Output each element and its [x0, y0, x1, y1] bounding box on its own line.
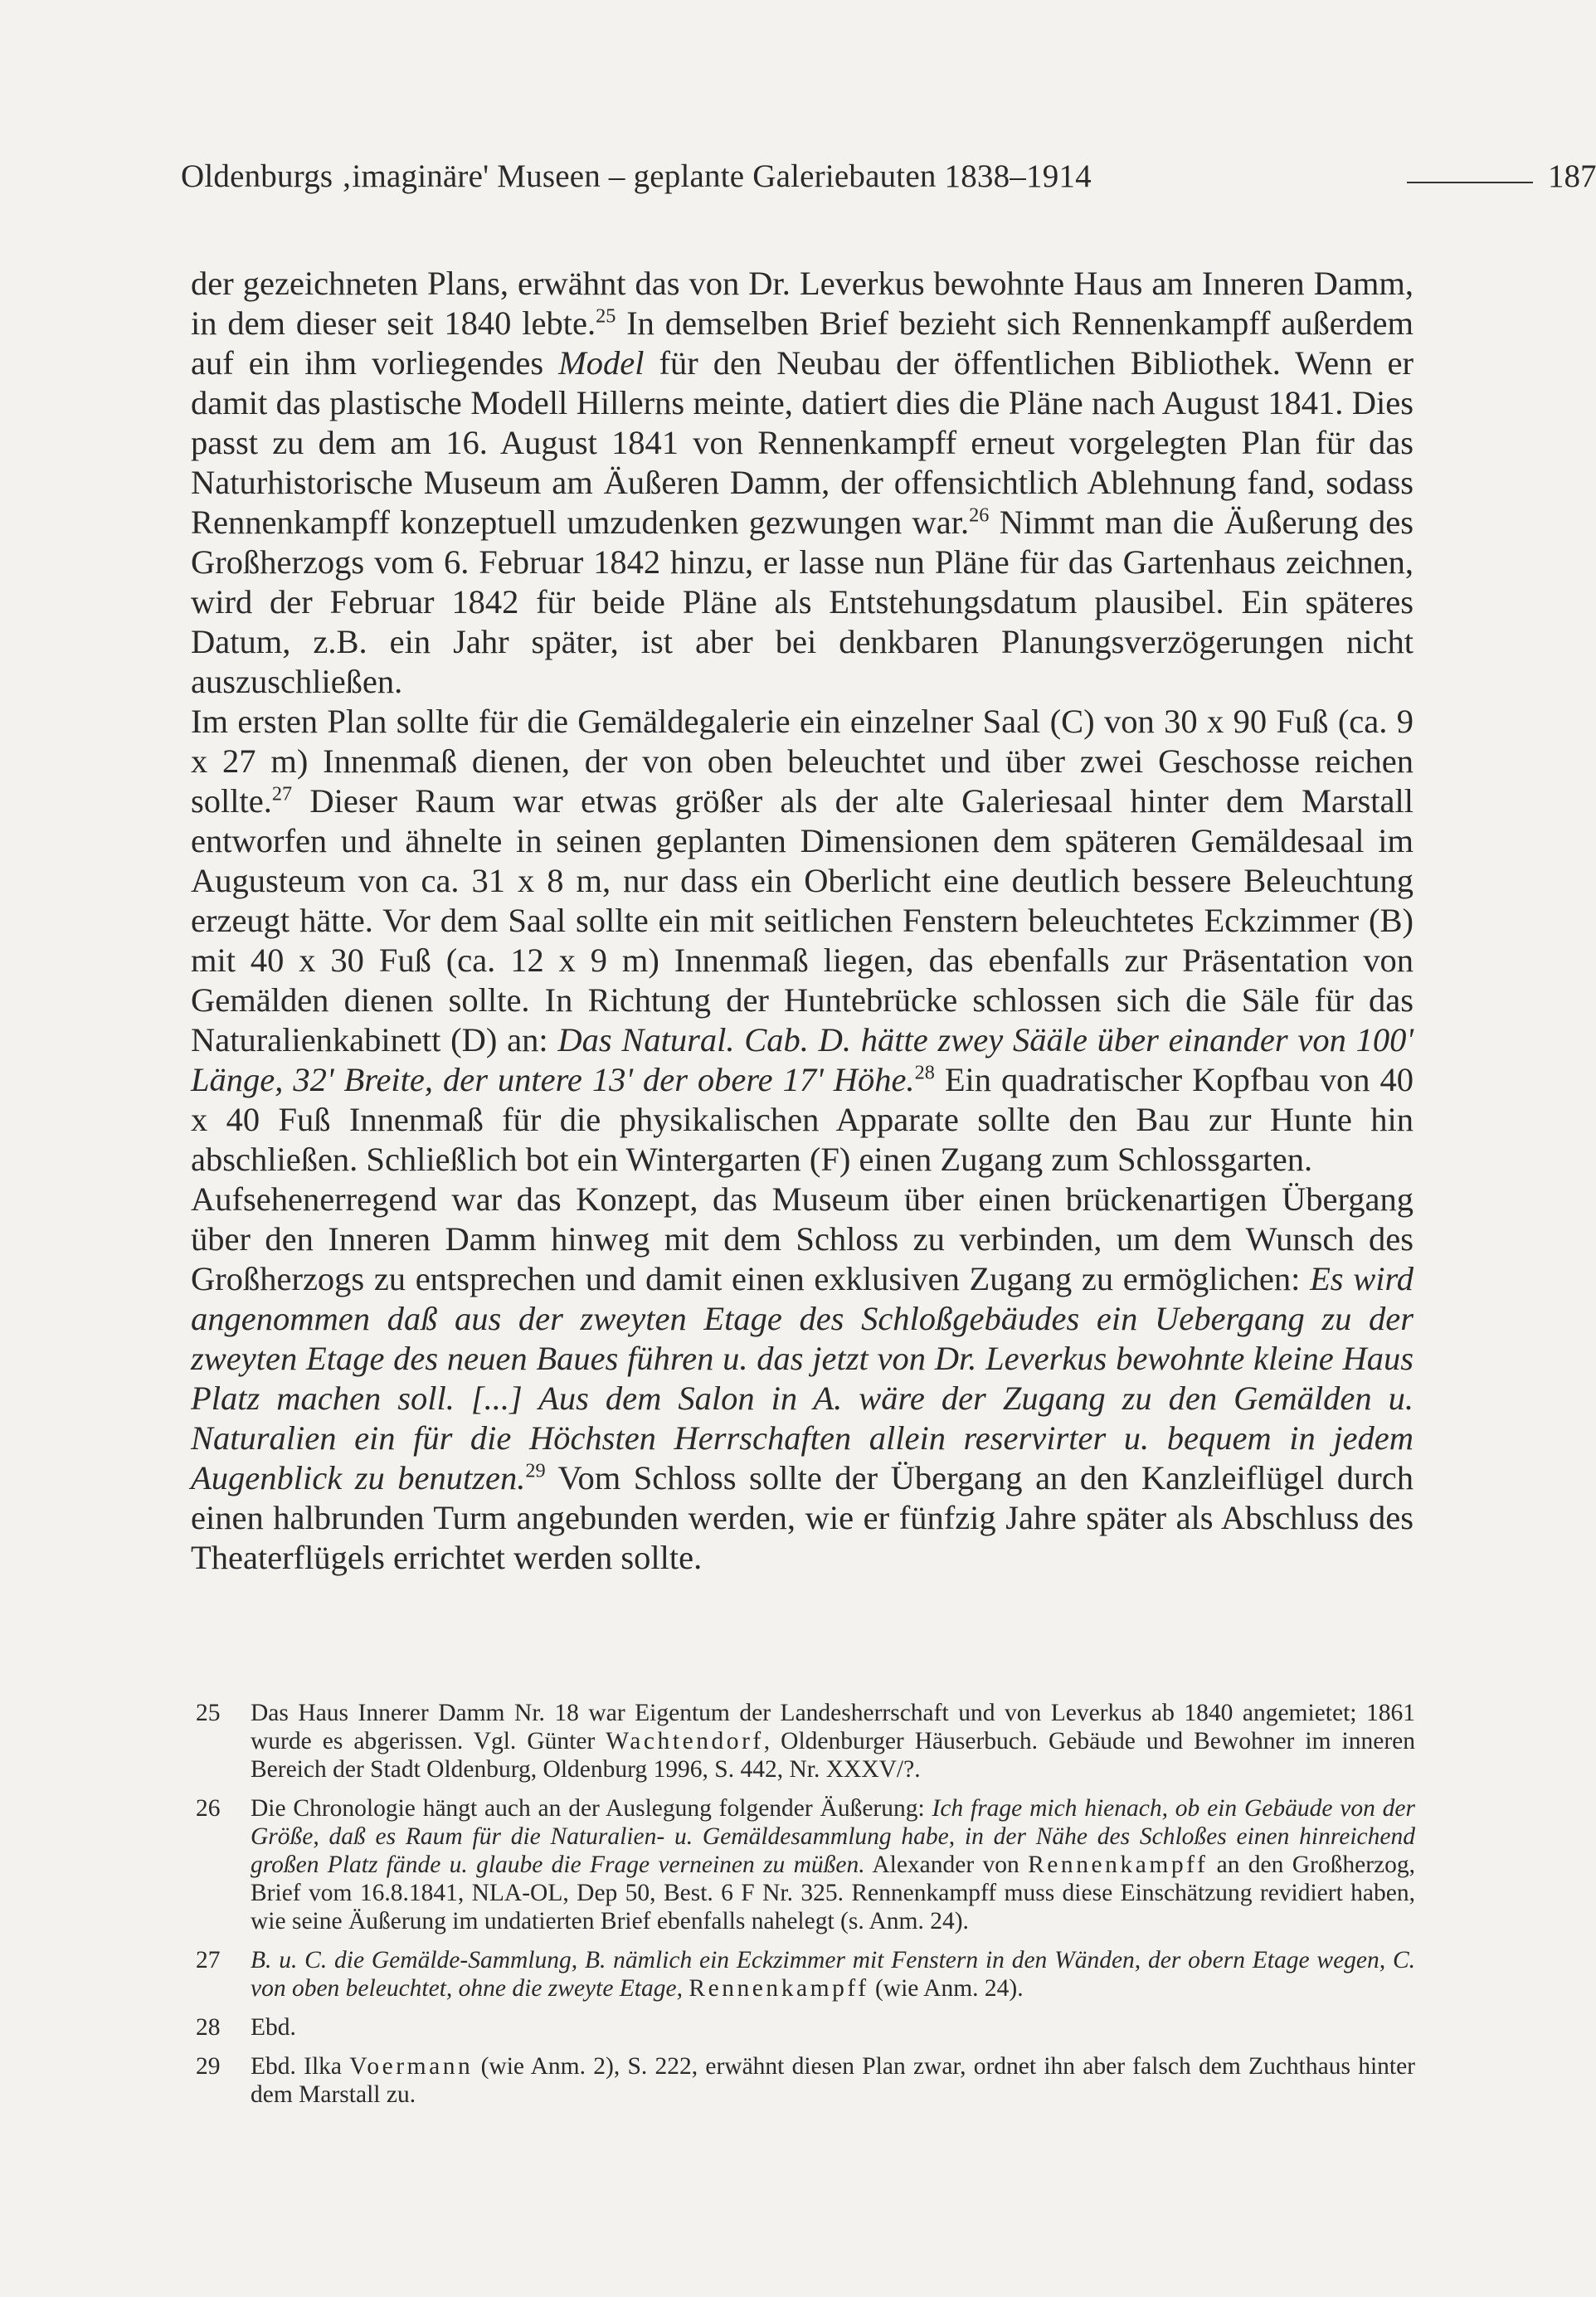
footnote-28 — [191, 2013, 1415, 2042]
footnote-29 — [191, 2052, 1415, 2109]
text-run: der gezeichneten Plans, erwähnt das von Dr. Leverkus bewohnte Haus am Inneren Damm, in dem dieser seit 1840 lebte. — [191, 265, 1414, 342]
running-header — [181, 158, 1596, 207]
paragraph-1 — [191, 264, 1414, 702]
text-run: Vom Schloss sollte der Übergang an den Kanzleiflügel durch einen halbrunden Turm angebunden werden, wie er fünfzig Jahre später als Abschluss des Theaterflügels errichtet werden sollte. — [191, 1459, 1414, 1576]
text-run: Das Haus Innerer Damm Nr. 18 war Eigentum der Landesherrschaft und von Leverkus ab 1840 angemietet; 1861 wurde es abgerissen. Vgl. Günter — [251, 1700, 1415, 1754]
text-run: für den Neubau der öffentlichen Bibliothek. Wenn er damit das plastische Modell Hillerns meinte, datiert dies die Pläne nach August 1841. Dies passt zu dem am 16. August 1841 von Rennenkampff erneut vorgelegten Plan für das Naturhistorische Museum am Äußeren Damm, der offensichtlich Ablehnung fand, sodass Rennenkampff konzeptuell umzudenken gezwungen war. — [191, 344, 1414, 541]
author-name: Wachtendorf — [606, 1728, 764, 1754]
paragraph-2 — [191, 702, 1414, 1180]
footnote-number: 29 — [196, 2053, 221, 2080]
text-run: Aufsehenerregend war das Konzept, das Museum über einen brückenartigen Übergang über den Inneren Damm hinweg mit dem Schloss zu verbinden, um dem Wunsch des Großherzogs zu entsprechen und damit einen exklusiven Zugang zu ermöglichen: — [191, 1180, 1414, 1297]
text-run: Ein quadratischer Kopfbau von 40 x 40 Fuß Innenmaß für die physikalischen Apparate sollte den Bau zur Hunte hin abschließen. Schließlich bot ein Wintergarten (F) einen Zugang zum Schlossgarten. — [191, 1061, 1414, 1178]
paragraph-3 — [191, 1180, 1414, 1578]
running-title: Oldenburgs ‚imaginäre' Museen – geplante Galeriebauten 1838–1914 — [181, 158, 1092, 194]
quotation: Das Natural. Cab. D. hätte zwey Sääle über einander von 100' Länge, 32' Breite, der untere 13' der obere 17' Höhe. — [191, 1021, 1414, 1098]
text-run: (wie Anm. 2), S. 222, erwähnt diesen Plan zwar, ordnet ihn aber falsch dem Zuchthaus hinter dem Marstall zu. — [251, 2053, 1415, 2108]
footnote-26 — [191, 1794, 1415, 1935]
text-run: Dieser Raum war etwas größer als der alte Galeriesaal hinter dem Marstall entworfen und ähnelte in seinen geplanten Dimensionen dem späteren Gemäldesaal im Augusteum von ca. 31 x 8 m, nur dass ein Oberlicht eine deutlich bessere Beleuchtung erzeugt hätte. Vor dem Saal sollte ein mit seitlichen Fenstern beleuchtetes Eckzimmer (B) mit 40 x 30 Fuß (ca. 12 x 9 m) Innenmaß liegen, das ebenfalls zur Präsentation von Gemälden dienen sollte. In Richtung der Huntebrücke schlossen sich die Säle für das Naturalienkabinett (D) an: — [191, 782, 1414, 1058]
header-rule — [1407, 182, 1533, 183]
footnote-ref-29: 29 — [525, 1459, 546, 1482]
footnote-ref-28: 28 — [914, 1061, 935, 1084]
footnote-27 — [191, 1946, 1415, 2003]
footnote-number: 25 — [196, 1700, 221, 1726]
quoted-word: Model — [558, 344, 645, 382]
text-run: Nimmt man die Äußerung des Großherzogs vom 6. Februar 1842 hinzu, er lasse nun Pläne für das Gartenhaus zeichnen, wird der Februar 1842 für beide Pläne als Entstehungsdatum plausibel. Ein späteres Datum, z.B. ein Jahr später, ist aber bei denkbaren Planungsverzögerungen nicht auszuschließen. — [191, 504, 1414, 700]
author-name: Voermann — [349, 2053, 474, 2080]
footnote-ref-26: 26 — [969, 504, 990, 527]
footnote-number: 28 — [196, 2014, 221, 2041]
text-run: Die Chronologie hängt auch an der Auslegung folgender Äußerung: — [251, 1795, 932, 1822]
footnote-25 — [191, 1699, 1415, 1784]
text-run: In demselben Brief bezieht sich Rennenkampff außerdem auf ein ihm vorliegendes — [191, 304, 1414, 382]
text-run: (wie Anm. 24). — [869, 1975, 1024, 2002]
text-run: an den Großherzog, Brief vom 16.8.1841, NLA-OL, Dep 50, Best. 6 F Nr. 325. Rennenkampff muss diese Einschätzung revidiert haben, wie seine Äußerung im undatierten Brief ebenfalls nahelegt (s. Anm. 24). — [251, 1852, 1415, 1934]
main-text — [191, 264, 1414, 1578]
text-run: , Oldenburger Häuserbuch. Gebäude und Bewohner im inneren Bereich der Stadt Oldenburg, Oldenburg 1996, S. 442, Nr. XXXV/?. — [251, 1728, 1415, 1783]
author-name: Rennenkampff — [689, 1975, 869, 2002]
text-run: Ebd. — [251, 2014, 296, 2041]
author-name: Rennenkampff — [1028, 1852, 1209, 1878]
footnote-number: 27 — [196, 1947, 221, 1973]
text-run: Im ersten Plan sollte für die Gemäldegalerie ein einzelner Saal (C) von 30 x 90 Fuß (ca. 9 x 27 m) Innenmaß dienen, der von oben beleuchtet und über zwei Geschosse reichen sollte. — [191, 703, 1414, 820]
page-number: 187 — [1548, 158, 1596, 194]
footnote-ref-27: 27 — [271, 782, 293, 805]
quotation: Ich frage mich hienach, ob ein Gebäude von der Größe, daß es Raum für die Naturalien- u. Gemäldesammlung habe, in der Nähe des Schloßes einen hinreichend großen Platz fände u. glaube die Frage verneinen zu müßen. — [251, 1795, 1415, 1878]
quotation: Es wird angenommen daß aus der zweyten Etage des Schloßgebäudes ein Uebergang zu der zweyten Etage des neuen Baues führen u. das jetzt von Dr. Leverkus bewohnte kleine Haus Platz machen soll. [...] Aus dem Salon in A. wäre der Zugang zu den Gemälden u. Naturalien ein für die Höchsten Herrschaften allein reservirter u. bequem in jedem Augenblick zu benutzen. — [191, 1260, 1414, 1496]
text-run: Alexander von — [864, 1852, 1029, 1878]
footnotes — [191, 1699, 1415, 2119]
text-run: Ebd. Ilka — [251, 2053, 350, 2080]
quotation: B. u. C. die Gemälde-Sammlung, B. nämlich ein Eckzimmer mit Fenstern in den Wänden, der obern Etage wegen, C. von oben beleuchtet, ohne die zweyte Etage, — [251, 1947, 1415, 2002]
footnote-ref-25: 25 — [596, 304, 616, 328]
footnote-number: 26 — [196, 1795, 221, 1822]
